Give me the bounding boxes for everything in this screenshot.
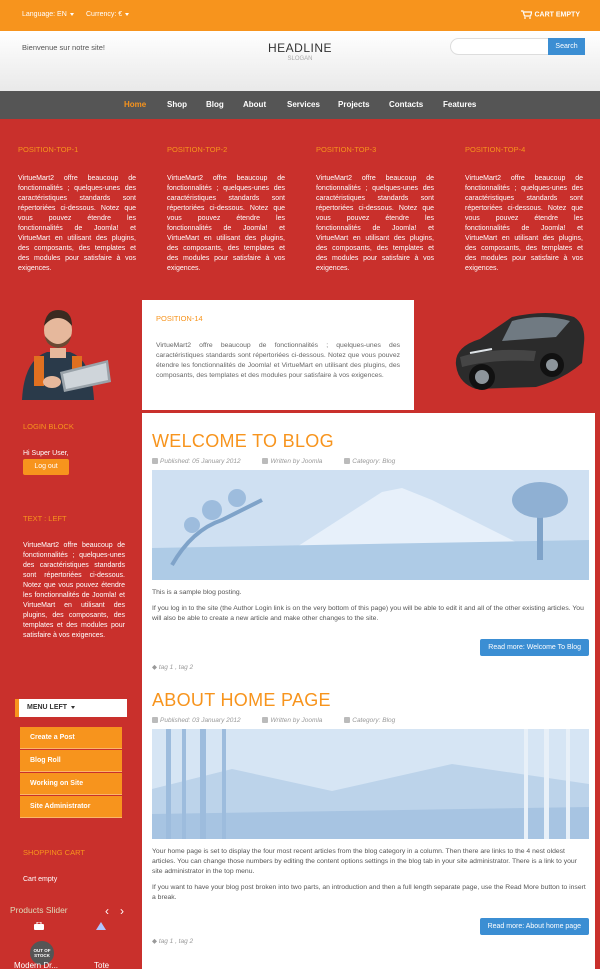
chevron-down-icon	[70, 13, 74, 16]
language-label: Language: EN	[22, 11, 67, 18]
post-tags	[152, 663, 193, 671]
folder-icon	[344, 458, 350, 464]
site-headline[interactable]: HEADLINE	[267, 41, 333, 55]
menu-left-list	[20, 727, 122, 819]
cart-link[interactable]	[521, 10, 581, 19]
menu-item-working-on-site[interactable]: Working on Site	[20, 773, 122, 795]
shopping-cart-title: SHOPPING CART	[23, 848, 85, 857]
position-text: VirtueMart2 offre beaucoup de fonctionnalités ; quelques-unes des caractéristiques standards sont répertoriées ci-dessous. Notez que vous pouvez étendre les fonctionnalités de Joomla! et VirtueMart en utilisant des plugins, des composants, des templates et des modules pour satisfaire à vos exigences.	[465, 175, 583, 272]
slider-product-caption[interactable]: Tote	[94, 961, 110, 969]
position-text: VirtueMart2 offre beaucoup de fonctionnalités ; quelques-unes des caractéristiques standards sont répertoriées ci-dessous. Notez que vous pouvez étendre les fonctionnalités de Joomla! et VirtueMart en utilisant des plugins, des composants, des templates et des modules pour satisfaire à vos exigences.	[156, 342, 400, 379]
top-bar	[0, 0, 600, 31]
user-icon	[262, 717, 268, 723]
cart-status: Cart empty	[23, 876, 58, 883]
post-paragraph: This is a sample blog posting.	[152, 589, 242, 596]
position-title: POSITION-TOP-4	[465, 145, 526, 154]
product-thumbnail-icon[interactable]	[34, 922, 44, 930]
menu-item-create-post[interactable]: Create a Post	[20, 727, 122, 749]
blog-post	[152, 690, 589, 945]
blog-post	[152, 431, 589, 671]
post-author: Written by Joomla	[270, 458, 323, 465]
post-meta	[152, 458, 589, 465]
position-top-1	[18, 145, 136, 274]
product-thumbnail-icon[interactable]	[96, 922, 106, 930]
welcome-text: Bienvenue sur notre site!	[22, 43, 105, 52]
post-meta	[152, 717, 589, 724]
blog-post-image	[152, 470, 589, 580]
post-author: Written by Joomla	[270, 717, 323, 724]
post-category[interactable]: Category: Blog	[352, 717, 396, 724]
login-block-title: LOGIN BLOCK	[23, 422, 74, 431]
position-title: POSITION-TOP-1	[18, 145, 79, 154]
clock-icon	[152, 717, 158, 723]
sports-car-image	[452, 303, 587, 395]
nav-item-about[interactable]: About	[243, 100, 267, 109]
nav-item-services[interactable]: Services	[287, 100, 320, 109]
menu-item-blog-roll[interactable]: Blog Roll	[20, 750, 122, 772]
nav-item-contacts[interactable]: Contacts	[389, 100, 424, 109]
currency-label: Currency: €	[86, 11, 123, 18]
site-header	[0, 31, 600, 91]
clock-icon	[152, 458, 158, 464]
nav-item-shop[interactable]: Shop	[167, 100, 187, 109]
blog-post-image	[152, 729, 589, 839]
chevron-down-icon	[71, 706, 75, 709]
slider-prev-icon[interactable]: ‹	[105, 904, 109, 918]
site-slogan: SLOGAN	[287, 56, 313, 62]
menu-left-label: MENU LEFT	[27, 704, 68, 711]
out-of-stock-badge: OUT OF STOCK	[30, 941, 54, 965]
post-paragraph: If you log in to the site (the Author Login link is on the very bottom of this page) you will be able to edit it and all of the other existing articles. You will also be able to create a new article and make other changes to the site.	[152, 605, 584, 622]
position-title: POSITION-14	[156, 314, 203, 323]
post-tags	[152, 937, 193, 945]
position-text: VirtueMart2 offre beaucoup de fonctionnalités ; quelques-unes des caractéristiques standards sont répertoriées ci-dessous. Notez que vous pouvez étendre les fonctionnalités de Joomla! et VirtueMart en utilisant des plugins, des composants, des templates et des modules pour satisfaire à vos exigences.	[18, 175, 136, 272]
tag-icon: ◆	[152, 938, 159, 945]
post-tags-text[interactable]: tag 1 , tag 2	[158, 664, 194, 671]
position-top-3	[316, 145, 434, 274]
menu-item-site-administrator[interactable]: Site Administrator	[20, 796, 122, 818]
post-category[interactable]: Category: Blog	[352, 458, 396, 465]
main-nav	[0, 91, 600, 119]
currency-selector[interactable]	[86, 11, 129, 18]
user-icon	[262, 458, 268, 464]
menu-left-title[interactable]	[15, 699, 127, 717]
position-title: POSITION-TOP-2	[167, 145, 228, 154]
post-title[interactable]: ABOUT HOME PAGE	[152, 690, 331, 710]
language-selector[interactable]	[22, 11, 74, 18]
post-paragraph: If you want to have your blog post broken into two parts, an introduction and then a full length separate page, use the Read More button to insert a break.	[152, 884, 586, 901]
cart-icon	[521, 10, 532, 19]
slider-product-caption[interactable]: Modern Dr...	[14, 961, 59, 969]
post-tags-text[interactable]: tag 1 , tag 2	[158, 938, 194, 945]
search-button[interactable]: Search	[548, 38, 585, 55]
nav-item-features[interactable]: Features	[443, 100, 477, 109]
technician-laptop-image	[12, 300, 112, 402]
readmore-button[interactable]: Read more: Welcome To Blog	[480, 639, 589, 656]
blog-main	[142, 413, 595, 969]
position-text: VirtueMart2 offre beaucoup de fonctionnalités ; quelques-unes des caractéristiques standards sont répertoriées ci-dessous. Notez que vous pouvez étendre les fonctionnalités de Joomla! et VirtueMart en utilisant des plugins, des composants, des templates et des modules pour satisfaire à vos exigences.	[316, 175, 434, 272]
position-top-4	[465, 145, 583, 274]
search-input[interactable]	[450, 38, 550, 55]
readmore-button[interactable]: Read more: About home page	[480, 918, 589, 935]
cart-label: CART EMPTY	[534, 11, 580, 19]
logout-button[interactable]: Log out	[23, 459, 69, 475]
folder-icon	[344, 717, 350, 723]
slider-next-icon[interactable]: ›	[120, 904, 124, 918]
post-published: Published: 05 January 2012	[160, 458, 241, 465]
tag-icon: ◆	[152, 664, 159, 671]
nav-item-home[interactable]: Home	[124, 100, 147, 109]
nav-item-blog[interactable]: Blog	[206, 100, 224, 109]
post-title[interactable]: WELCOME TO BLOG	[152, 431, 334, 451]
products-slider-title: Products Slider	[10, 905, 68, 915]
nav-item-projects[interactable]: Projects	[338, 100, 370, 109]
text-left-title: TEXT : LEFT	[23, 514, 67, 523]
text-left-body: VirtueMart2 offre beaucoup de fonctionnalités ; quelques-unes des caractéristiques standards sont répertoriées ci-dessous. Notez que vous pouvez étendre les fonctionnalités de Joomla! et VirtueMart en utilisant des plugins, des composants, des templates et des modules pour satisfaire à vos exigences.	[23, 542, 125, 639]
position-top-2	[167, 145, 285, 274]
position-text: VirtueMart2 offre beaucoup de fonctionnalités ; quelques-unes des caractéristiques standards sont répertoriées ci-dessous. Notez que vous pouvez étendre les fonctionnalités de Joomla! et VirtueMart en utilisant des plugins, des composants, des templates et des modules pour satisfaire à vos exigences.	[167, 175, 285, 272]
post-paragraph: Your home page is set to display the four most recent articles from the blog category in a column. Then there are links to the 4 nest oldest articles. You can change those numbers by editing the content options settings in the blog tab in your site administrator. There is a link to your site administrator in the top menu.	[152, 848, 577, 875]
position-title: POSITION-TOP-3	[316, 145, 377, 154]
chevron-down-icon	[125, 13, 129, 16]
position-14	[142, 300, 414, 410]
login-greeting: Hi Super User,	[23, 450, 69, 457]
post-published: Published: 03 January 2012	[160, 717, 241, 724]
